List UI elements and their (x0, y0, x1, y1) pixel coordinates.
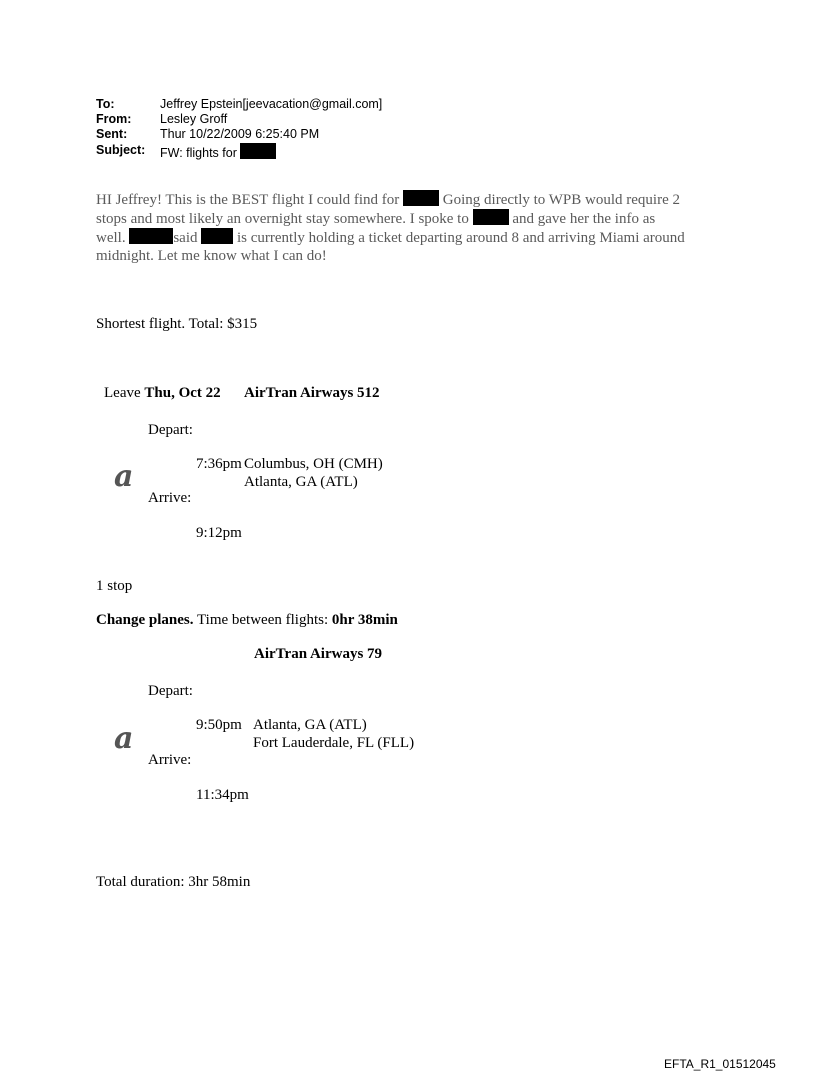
stops-count: 1 stop (96, 578, 133, 594)
between-label: Time between flights: (197, 612, 329, 628)
message-text: stops and most likely an overnight stay somewhere. I spoke to (96, 211, 469, 227)
message-text: HI Jeffrey! This is the BEST flight I could find for (96, 192, 400, 208)
redaction-box (473, 209, 509, 225)
total-duration: Total duration: 3hr 58min (96, 874, 251, 890)
message-text: Going directly to WPB would require 2 (442, 192, 680, 208)
subject-label: Subject: (96, 143, 146, 157)
leg2-arrive-label: Arrive: (148, 752, 192, 768)
leg1-arrive-label: Arrive: (148, 490, 192, 506)
message-line-1 (96, 190, 680, 210)
leg2-depart-label: Depart: (148, 683, 193, 699)
leave-line (104, 384, 221, 403)
leave-date: Thu, Oct 22 (144, 385, 221, 401)
leg1-arrive-place: Atlanta, GA (ATL) (244, 474, 358, 490)
between-value: 0hr 38min (331, 612, 398, 628)
message-text: said (173, 230, 198, 246)
leg2-depart-time: 9:50pm (196, 717, 242, 733)
redaction-box (129, 228, 173, 244)
redaction-box (403, 190, 439, 206)
redaction-box (240, 143, 276, 159)
from-value: Lesley Groff (160, 112, 228, 126)
subject-value (160, 143, 276, 162)
itinerary-summary: Shortest flight. Total: $315 (96, 316, 258, 332)
leg2-flight: AirTran Airways 79 (254, 646, 383, 662)
to-value: Jeffrey Epstein[jeevacation@gmail.com] (160, 97, 383, 111)
from-label: From: (96, 112, 132, 126)
message-text: and gave her the info as (512, 211, 656, 227)
airline-logo-icon: a (114, 459, 134, 494)
leg1-depart-place: Columbus, OH (CMH) (244, 456, 383, 472)
message-line-2 (96, 209, 655, 229)
message-text: well. (96, 230, 126, 246)
message-line-3 (96, 228, 685, 248)
message-text: is currently holding a ticket departing around 8 and arriving Miami around (237, 230, 685, 246)
leg2-depart-place: Atlanta, GA (ATL) (253, 717, 367, 733)
leg1-arrive-time: 9:12pm (196, 525, 242, 541)
leg1-flight: AirTran Airways 512 (244, 385, 380, 401)
document-id: EFTA_R1_01512045 (664, 1057, 776, 1071)
leg1-depart-time: 7:36pm (196, 456, 242, 472)
change-label: Change planes. (96, 612, 194, 628)
leave-label: Leave (104, 385, 141, 401)
airline-logo-icon: a (114, 721, 134, 756)
change-planes-line (96, 611, 398, 630)
leg2-arrive-time: 11:34pm (196, 787, 249, 803)
message-line-4 (96, 247, 327, 266)
sent-label: Sent: (96, 127, 128, 141)
sent-value: Thur 10/22/2009 6:25:40 PM (160, 127, 320, 141)
to-label: To: (96, 97, 115, 111)
redaction-box (201, 228, 233, 244)
leg2-arrive-place: Fort Lauderdale, FL (FLL) (253, 735, 415, 751)
leg1-depart-label: Depart: (148, 422, 193, 438)
message-text: midnight. Let me know what I can do! (96, 248, 327, 264)
subject-text: FW: flights for (160, 146, 237, 160)
